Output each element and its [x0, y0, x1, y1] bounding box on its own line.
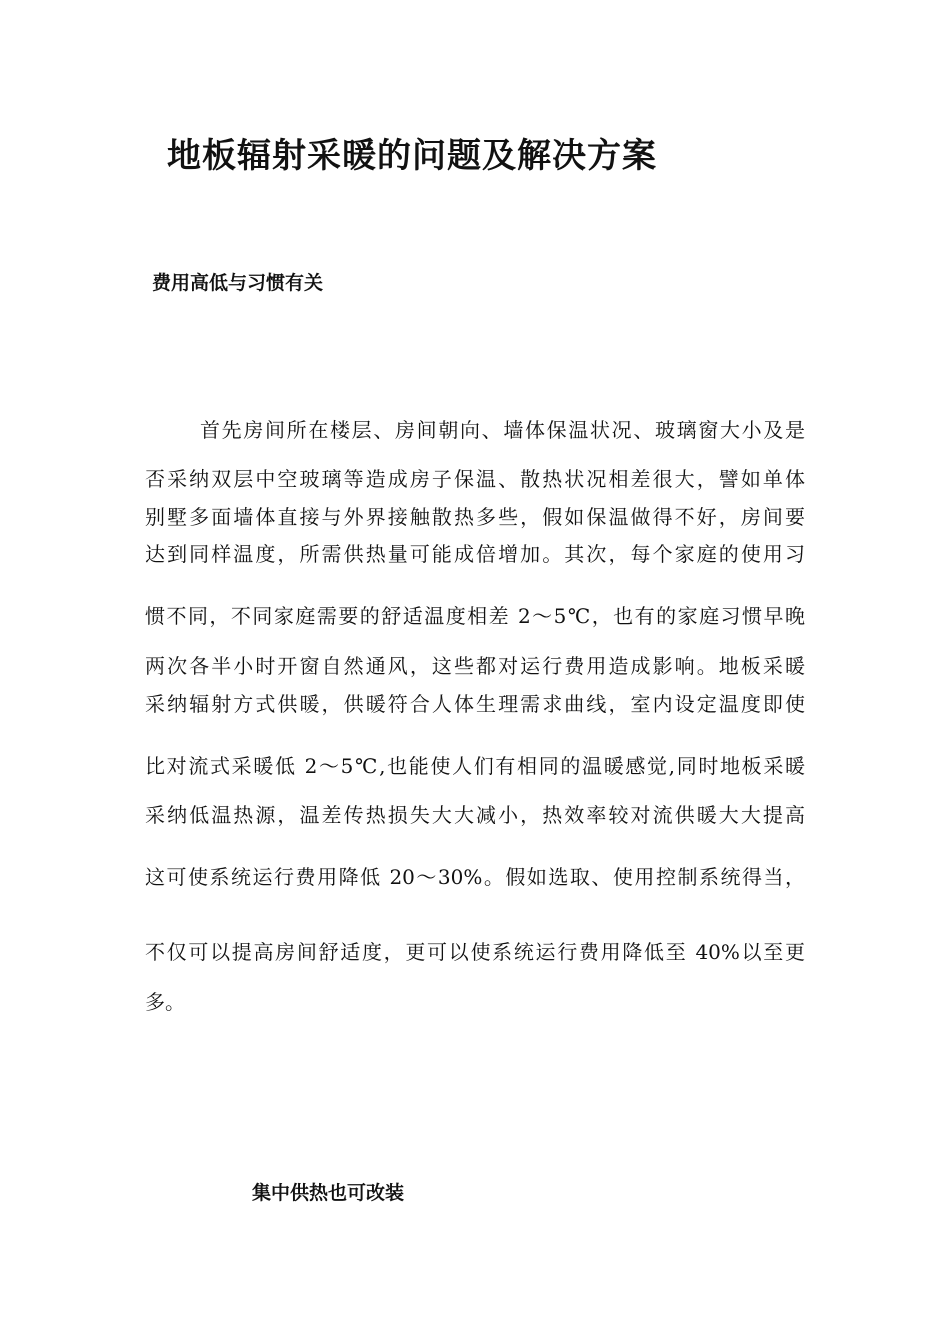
section-heading-central-heating: 集中供热也可改装 [252, 1182, 405, 1204]
paragraph-line: 别墅多面墙体直接与外界接触散热多些，假如保温做得不好，房间要 [145, 505, 805, 529]
paragraph-line: 首先房间所在楼层、房间朝向、墙体保温状况、玻璃窗大小及是 [200, 418, 805, 442]
paragraph-line: 惯不同，不同家庭需要的舒适温度相差 2～5℃，也有的家庭习惯早晚 [145, 604, 805, 628]
paragraph-line: 不仅可以提高房间舒适度，更可以使系统运行费用降低至 40%以至更 [145, 940, 805, 964]
paragraph-line: 采纳辐射方式供暖，供暖符合人体生理需求曲线，室内设定温度即使 [145, 692, 805, 716]
document-title: 地板辐射采暖的问题及解决方案 [167, 136, 657, 176]
paragraph-line: 两次各半小时开窗自然通风，这些都对运行费用造成影响。地板采暖 [145, 654, 805, 678]
paragraph-line: 否采纳双层中空玻璃等造成房子保温、散热状况相差很大，譬如单体 [145, 467, 805, 491]
paragraph-line: 采纳低温热源，温差传热损失大大减小，热效率较对流供暖大大提高 [145, 803, 805, 827]
section-heading-cost: 费用高低与习惯有关 [152, 272, 324, 294]
paragraph-line: 多。 [145, 990, 185, 1014]
paragraph-line: 达到同样温度，所需供热量可能成倍增加。其次，每个家庭的使用习 [145, 542, 805, 566]
paragraph-line: 比对流式采暖低 2～5℃,也能使人们有相同的温暖感觉,同时地板采暖 [145, 754, 805, 778]
paragraph-line: 这可使系统运行费用降低 20～30%。假如选取、使用控制系统得当， [145, 865, 805, 889]
